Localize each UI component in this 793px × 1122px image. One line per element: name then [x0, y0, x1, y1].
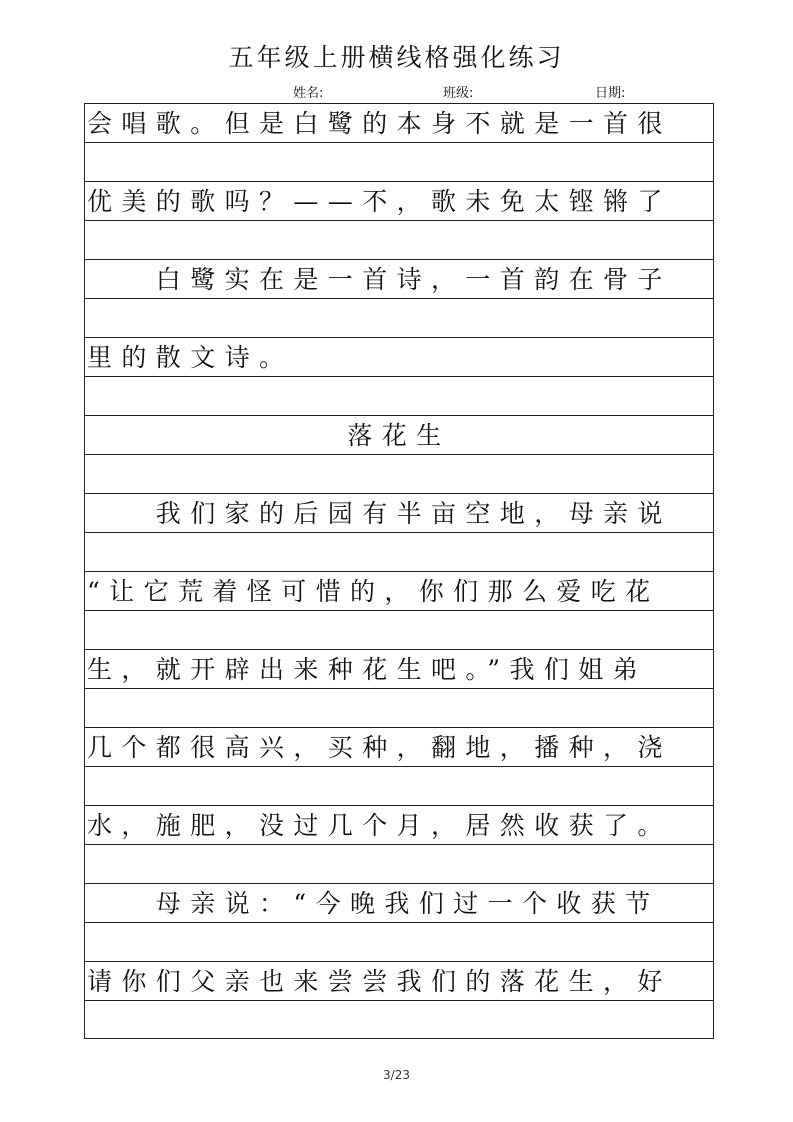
writing-line: [85, 728, 713, 767]
writing-line: [85, 923, 713, 962]
writing-line: [85, 884, 713, 923]
writing-line: [85, 611, 713, 650]
line-text: 几个都很高兴，买种，翻地，播种，浇: [87, 733, 672, 762]
line-text: 里的散文诗。: [87, 343, 294, 372]
writing-line: [85, 377, 713, 416]
writing-line: [85, 455, 713, 494]
line-text: 生，就开辟出来种花生吧。”我们姐弟: [87, 655, 648, 684]
line-text: 优美的歌吗？——不，歌未免太铿锵了: [87, 187, 672, 216]
writing-line: [85, 650, 713, 689]
writing-line: [85, 533, 713, 572]
writing-line: [85, 182, 713, 221]
line-text: 请你们父亲也来尝尝我们的落花生，好: [87, 967, 672, 996]
page-title: 五年级上册横线格强化练习: [228, 43, 565, 72]
line-text: 母亲说：“今晚我们过一个收获节: [87, 889, 660, 918]
writing-line: [85, 572, 713, 611]
line-text: “让它荒着怪可惜的，你们那么爱吃花: [87, 577, 660, 606]
writing-line: [85, 299, 713, 338]
writing-line: [85, 845, 713, 884]
writing-line: [85, 1001, 713, 1040]
writing-line: [85, 104, 713, 143]
line-text: 我们家的后园有半亩空地，母亲说: [87, 499, 672, 528]
page-number: 3/23: [383, 1068, 410, 1082]
section-heading: 落花生: [347, 421, 451, 450]
writing-line: [85, 221, 713, 260]
writing-line: [85, 689, 713, 728]
writing-line: [85, 962, 713, 1001]
line-text: 水，施肥，没过几个月，居然收获了。: [87, 811, 672, 840]
name-label: 姓名:: [293, 86, 324, 101]
writing-line: [85, 767, 713, 806]
writing-line: [85, 143, 713, 182]
writing-line: [85, 260, 713, 299]
writing-line: [85, 806, 713, 845]
writing-line: [85, 416, 713, 455]
writing-line: [85, 338, 713, 377]
class-label: 班级:: [443, 86, 474, 101]
line-text: 会唱歌。但是白鹭的本身不就是一首很: [87, 109, 672, 138]
date-label: 日期:: [595, 86, 626, 101]
lined-writing-sheet: [84, 103, 714, 1039]
writing-line: [85, 494, 713, 533]
line-text: 白鹭实在是一首诗，一首韵在骨子: [87, 265, 672, 294]
